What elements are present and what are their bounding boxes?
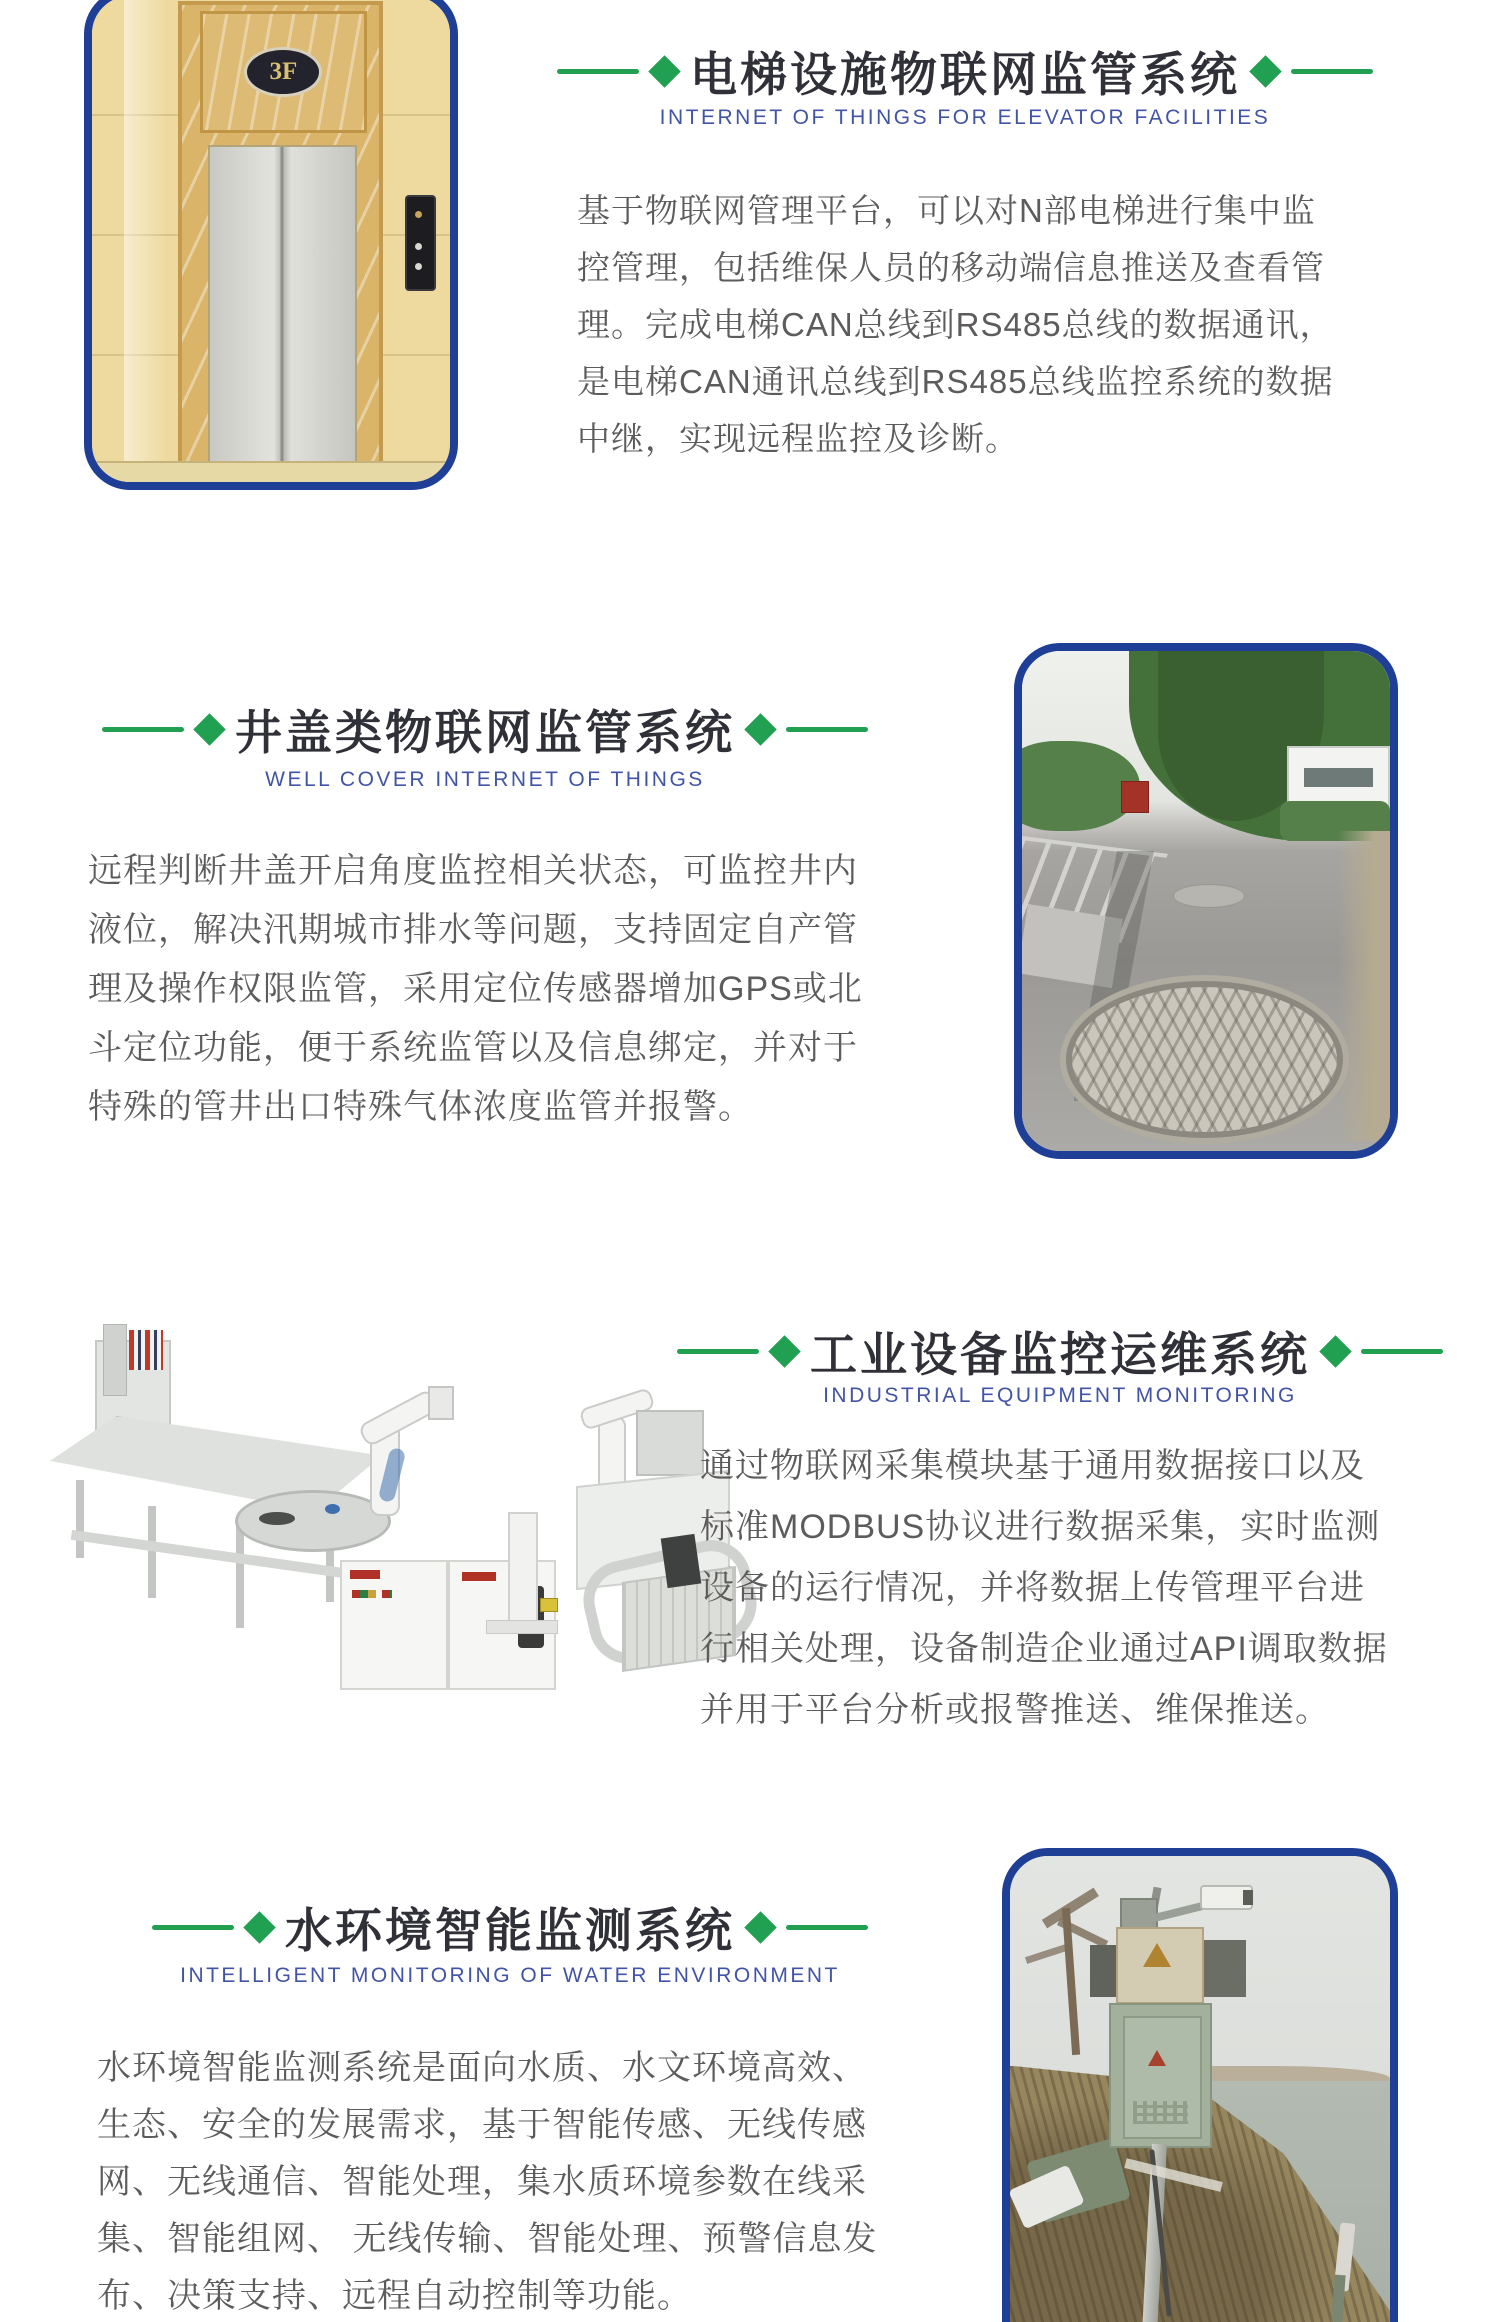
title-diamond-left [243,1911,276,1944]
control-cabinet-left [340,1560,448,1690]
industrial-equipment-photo [40,1298,685,1698]
title-rule-right [786,1925,868,1930]
cabinet-buttons [352,1590,392,1598]
body-line: 理。完成电梯CAN总线到RS485总线的数据通讯， [577,306,1334,343]
aux-equipment [636,1410,704,1476]
body-line: 特殊的管井出口特殊气体浓度监管并报警。 [88,1088,753,1126]
section-body-industrial [700,1436,1480,1741]
title-diamond-right [744,713,777,746]
elevator-floor [92,461,450,482]
button-light-up [415,211,422,218]
call-button-panel [405,195,436,291]
right-shoulder [1338,831,1390,1141]
body-line: 理及操作权限监管，采用定位传感器增加GPS或北 [88,970,863,1008]
title-diamond-left [768,1335,801,1368]
title-rule-left [152,1925,234,1930]
body-line: 生态、安全的发展需求，基于智能传感、无线传感 [97,2106,867,2144]
section-body-well-cover [88,842,918,1137]
table-leg [148,1506,156,1598]
estop-box [540,1598,558,1612]
section-title: 电梯设施物联网监管系统 [690,48,1240,101]
section-subtitle-en: INDUSTRIAL EQUIPMENT MONITORING [823,1384,1297,1407]
body-line: 通过物联网采集模块基于通用数据接口以及 [700,1447,1365,1485]
floor-sign-label: 3F [269,58,298,86]
robot-pedestal [508,1512,538,1626]
table-leg [236,1526,244,1628]
title-rule-left [677,1349,759,1354]
body-line: 基于物联网管理平台，可以对N部电梯进行集中监 [577,192,1316,229]
door-gap [281,147,284,464]
body-line: 设备的运行情况，并将数据上传管理平台进 [700,1569,1365,1607]
section-body-water [97,2040,967,2322]
body-line: 集、智能组网、 无线传输、智能处理、预警信息发 [97,2220,878,2258]
upper-control-box [1116,1927,1204,2004]
title-rule-left [557,69,639,74]
camera-lens [1243,1890,1254,1905]
title-rule-right [1361,1349,1443,1354]
section-header-industrial [680,1318,1440,1385]
body-line: 液位，解决汛期城市排水等问题，支持固定自产管 [88,911,858,949]
table-leg [76,1480,84,1558]
body-line: 远程判断井盖开启角度监控相关状态，可监控井内 [88,852,858,890]
title-diamond-left [193,713,226,746]
body-line: 行相关处理，设备制造企业通过API调取数据 [700,1630,1388,1668]
manhole-cover [1066,981,1343,1138]
section-title: 工业设备监控运维系统 [810,1328,1310,1381]
title-rule-right [1291,69,1373,74]
robot-wrist [428,1386,454,1420]
section-header-water [95,1894,925,1961]
door-header-panel [200,11,367,134]
section-header-elevator [545,38,1385,105]
rotary-index-table [235,1490,391,1552]
body-line: 标准MODBUS协议进行数据采集，实时监测 [700,1508,1381,1546]
manhole-small [1173,884,1245,909]
body-line: 是电梯CAN通讯总线到RS485总线监控系统的数据 [577,363,1334,400]
cabinet-vents [1133,2101,1188,2124]
body-line: 斗定位功能，便于系统监管以及信息绑定，并对于 [88,1029,858,1067]
workpiece [259,1512,295,1525]
cctv-camera [1200,1885,1253,1910]
monitoring-cabinet [1109,2003,1212,2148]
pedestal-foot [486,1620,558,1634]
elevator-doors [208,145,358,466]
feeder-cylinder [103,1324,127,1396]
feeder-pins [129,1330,163,1370]
floor-sign [244,47,322,97]
monitor [661,1534,702,1588]
body-line: 布、决策支持、远程自动控制等功能。 [97,2277,692,2315]
section-body-elevator [577,182,1377,467]
title-diamond-right [1319,1335,1352,1368]
blue-fixture [325,1504,340,1514]
cabinet-logo [462,1572,496,1581]
wall-highlight [124,0,167,482]
section-subtitle-en: WELL COVER INTERNET OF THINGS [265,768,705,791]
section-header-well-cover [75,696,895,763]
red-road-sign [1121,781,1149,813]
title-diamond-right [744,1911,777,1944]
building-windows [1304,768,1374,788]
button-light-2 [415,263,422,270]
cabinet-warning-icon [1148,2050,1166,2066]
body-line: 网、无线通信、智能处理，集水质环境参数在线采 [97,2163,867,2201]
body-line: 水环境智能监测系统是面向水质、水文环境高效、 [97,2049,867,2087]
body-line: 控管理，包括维保人员的移动端信息推送及查看管 [577,249,1325,286]
cabinet-logo [350,1570,380,1579]
section-subtitle-en: INTERNET OF THINGS FOR ELEVATOR FACILITIES [659,106,1271,129]
section-subtitle-en: INTELLIGENT MONITORING OF WATER ENVIRONMENT [180,1964,840,1987]
button-light-down [415,243,422,250]
warning-triangle-icon [1143,1943,1171,1967]
marble-door-surround [178,1,383,476]
body-line: 并用于平台分析或报警推送、维保推送。 [700,1691,1330,1729]
elevator-photo [84,0,458,490]
title-rule-left [102,727,184,732]
title-diamond-right [1249,55,1282,88]
title-rule-right [786,727,868,732]
body-line: 中继，实现远程监控及诊断。 [577,420,1019,457]
title-diamond-left [648,55,681,88]
section-title: 水环境智能监测系统 [285,1904,735,1957]
well-cover-photo [1014,643,1398,1159]
section-title: 井盖类物联网监管系统 [235,706,735,759]
water-monitoring-photo [1002,1848,1398,2322]
